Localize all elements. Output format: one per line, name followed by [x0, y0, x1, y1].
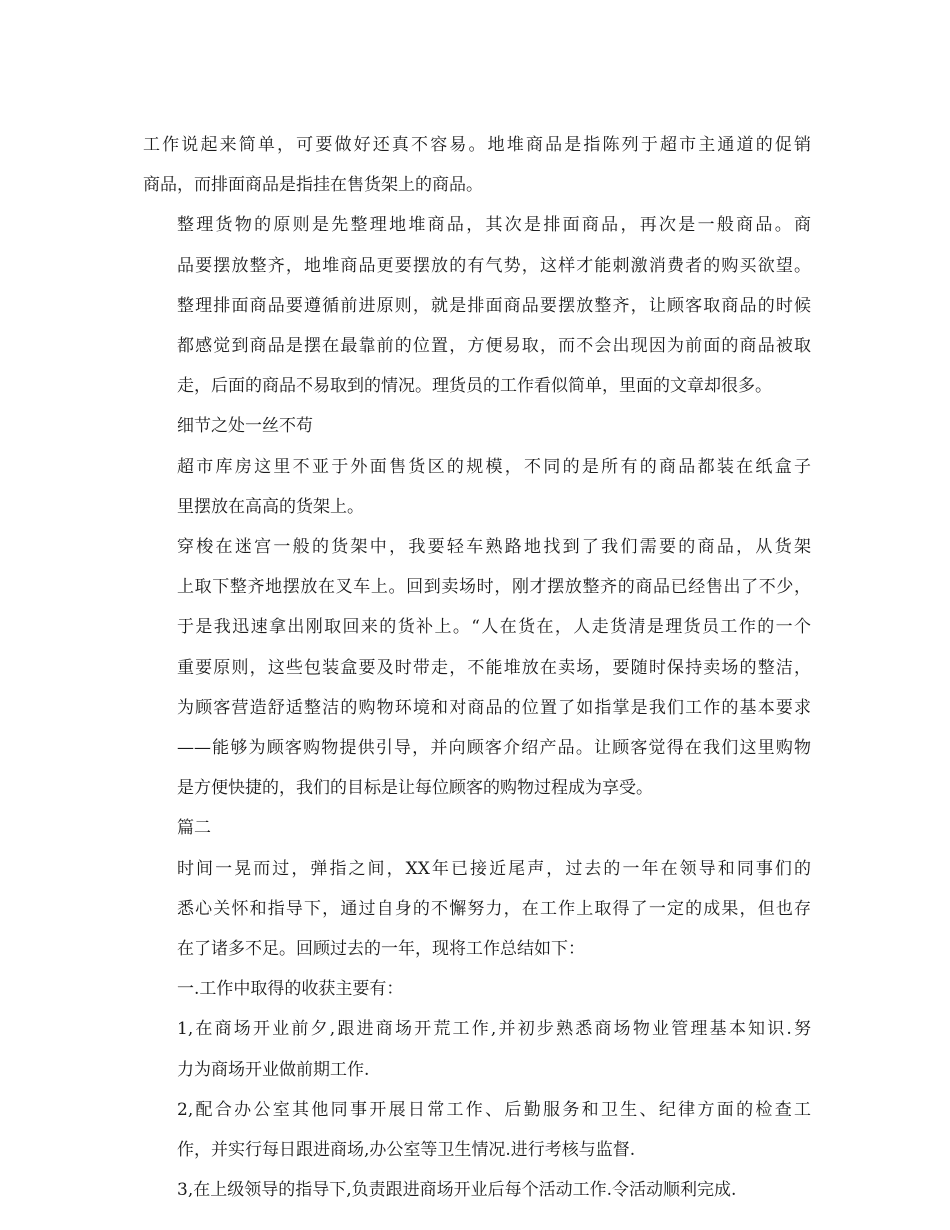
- text-line: 作，并实行每日跟进商场,办公室等卫生情况.进行考核与监督.: [177, 1140, 636, 1161]
- paragraph-p7: [143, 849, 811, 970]
- text-line: 于是我迅速拿出刚取回来的货补上。“人在货在，人走货清是理货员工作的一个: [177, 617, 811, 638]
- text-line: 3,在上级领导的指导下,负责跟进商场开业后每个活动工作.令活动顺利完成.: [177, 1180, 737, 1201]
- text-line: 细节之处一丝不苟: [177, 416, 313, 437]
- text-line: 整理货物的原则是先整理地堆商品，其次是排面商品，再次是一般商品。商: [177, 215, 811, 236]
- text-line: 走，后面的商品不易取到的情况。理货员的工作看似简单，里面的文章却很多。: [177, 376, 772, 397]
- text-line: 穿梭在迷宫一般的货架中，我要轻车熟路地找到了我们需要的商品，从货架: [177, 537, 811, 558]
- paragraph-p2: [143, 205, 811, 406]
- paragraph-p5: [143, 527, 811, 808]
- text-line: 整理排面商品要遵循前进原则，就是排面商品要摆放整齐，让顾客取商品的时候: [177, 295, 811, 316]
- paragraph-p9: [143, 1009, 811, 1089]
- text-line: 1,在商场开业前夕,跟进商场开荒工作,并初步熟悉商场物业管理基本知识.努: [177, 1019, 811, 1040]
- text-line: ——能够为顾客购物提供引导，并向顾客介绍产品。让顾客觉得在我们这里购物: [177, 738, 811, 759]
- text-line: 一.工作中取得的收获主要有：: [177, 979, 404, 1000]
- text-line: 都感觉到商品是摆在最靠前的位置，方便易取，而不会出现因为前面的商品被取: [177, 336, 811, 357]
- text-line: 工作说起来简单，可要做好还真不容易。地堆商品是指陈列于超市主通道的促销: [143, 135, 811, 155]
- text-line: 商品，而排面商品是指挂在售货架上的商品。: [143, 175, 483, 196]
- paragraph-p10: [143, 1090, 811, 1170]
- paragraph-p6: [143, 808, 811, 848]
- text-line: 篇二: [177, 818, 211, 839]
- paragraph-p3: [143, 406, 811, 446]
- text-line: 品要摆放整齐，地堆商品更要摆放的有气势，这样才能刺激消费者的购买欲望。: [177, 255, 811, 276]
- text-line: 在了诸多不足。回顾过去的一年，现将工作总结如下：: [177, 939, 585, 960]
- text-line: 力为商场开业做前期工作.: [177, 1059, 370, 1080]
- text-line: 超市库房这里不亚于外面售货区的规模，不同的是所有的商品都装在纸盒子: [177, 456, 811, 477]
- paragraph-p4: [143, 447, 811, 527]
- text-line: 上取下整齐地摆放在叉车上。回到卖场时，刚才摆放整齐的商品已经售出了不少，: [177, 577, 811, 598]
- text-line: 时间一晃而过，弹指之间，XX年已接近尾声，过去的一年在领导和同事们的: [177, 858, 811, 879]
- paragraph-p11: [143, 1170, 811, 1210]
- document-body: [143, 125, 811, 1210]
- text-line: 2,配合办公室其他同事开展日常工作、后勤服务和卫生、纪律方面的检查工: [177, 1099, 811, 1120]
- text-line: 重要原则，这些包装盒要及时带走，不能堆放在卖场，要随时保持卖场的整洁，: [177, 657, 811, 678]
- paragraph-p8: [143, 969, 811, 1009]
- text-line: 是方便快捷的，我们的目标是让每位顾客的购物过程成为享受。: [177, 778, 653, 799]
- text-line: 为顾客营造舒适整洁的购物环境和对商品的位置了如指掌是我们工作的基本要求: [177, 697, 811, 718]
- paragraph-p1: [143, 125, 811, 205]
- text-line: 里摆放在高高的货架上。: [177, 496, 364, 517]
- text-line: 悉心关怀和指导下，通过自身的不懈努力，在工作上取得了一定的成果，但也存: [177, 898, 811, 919]
